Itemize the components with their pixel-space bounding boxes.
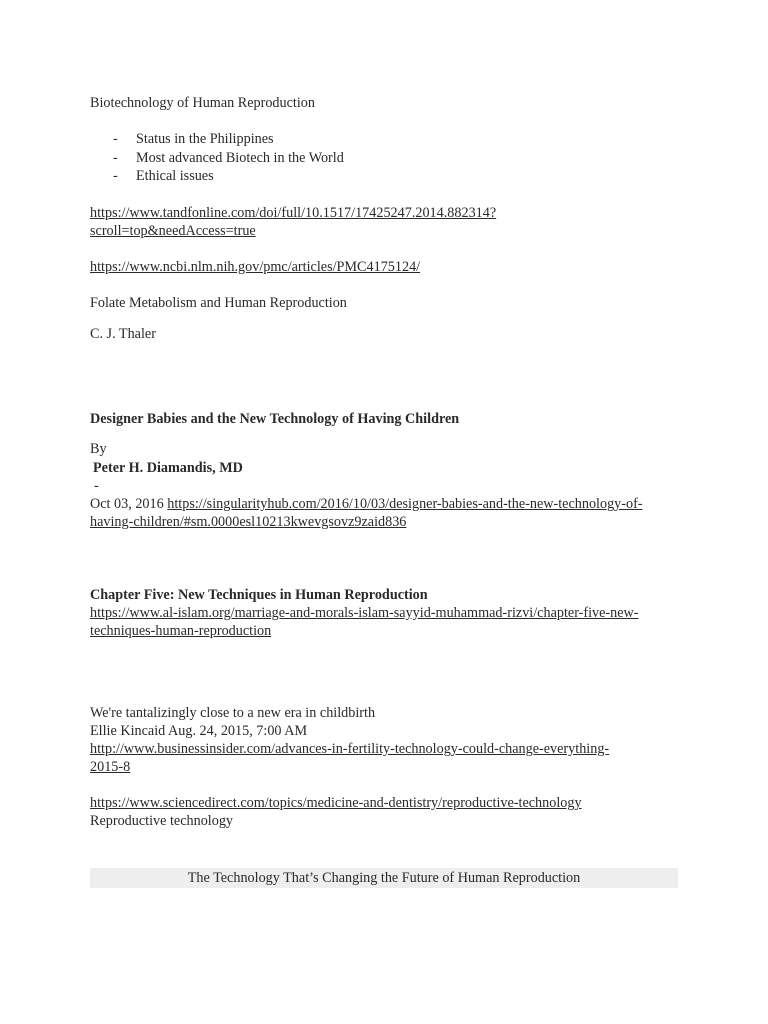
- topic-bullet-list: [110, 130, 344, 186]
- ncbi-link-block: [90, 258, 690, 276]
- document-heading: Biotechnology of Human Reproduction: [90, 95, 315, 111]
- bullet-dash: -: [113, 131, 118, 147]
- bullet-text: Status in the Philippines: [136, 131, 274, 147]
- tandfonline-link[interactable]: https://www.tandfonline.com/doi/full/10.1517/17425247.2014.882314?: [90, 205, 497, 221]
- businessinsider-link[interactable]: http://www.businessinsider.com/advances-in-fertility-technology-could-change-everything-: [90, 741, 610, 757]
- bullet-item: [110, 167, 344, 186]
- singularityhub-link[interactable]: https://singularityhub.com/2016/10/03/designer-babies-and-the-new-technology-of-: [167, 496, 643, 512]
- author-separator: -: [94, 478, 99, 494]
- chapter-five-title: Chapter Five: New Techniques in Human Reproduction: [90, 587, 428, 603]
- bullet-dash: -: [113, 168, 118, 184]
- designer-babies-author: Peter H. Diamandis, MD: [93, 460, 243, 476]
- designer-babies-date: Oct 03, 2016: [90, 496, 164, 512]
- childbirth-title: We're tantalizingly close to a new era in childbirth: [90, 705, 376, 721]
- reproductive-technology-label: Reproductive technology: [90, 813, 234, 829]
- sciencedirect-link[interactable]: https://www.sciencedirect.com/topics/medicine-and-dentistry/reproductive-technology: [90, 795, 582, 811]
- alislam-link-block: [90, 604, 690, 640]
- alislam-link[interactable]: https://www.al-islam.org/marriage-and-morals-islam-sayyid-muhammad-rizvi/chapter-five-new-: [90, 605, 639, 621]
- by-label: By: [90, 441, 107, 457]
- alislam-link-continued[interactable]: techniques-human-reproduction: [90, 623, 272, 639]
- bullet-dash: -: [113, 149, 118, 166]
- bullet-text: Ethical issues: [136, 168, 214, 184]
- folate-title: Folate Metabolism and Human Reproduction: [90, 295, 347, 311]
- designer-babies-title: Designer Babies and the New Technology of Having Children: [90, 411, 460, 427]
- businessinsider-link-block: [90, 740, 690, 776]
- singularityhub-link-continued[interactable]: having-children/#sm.0000esl10213kwevgsovz9zaid836: [90, 514, 407, 530]
- highlighted-article-title: The Technology That’s Changing the Future of Human Reproduction: [90, 868, 678, 888]
- tandfonline-link-continued[interactable]: scroll=top&needAccess=true: [90, 223, 256, 239]
- bullet-item: [110, 130, 344, 149]
- bullet-item: [110, 149, 344, 168]
- ncbi-link[interactable]: https://www.ncbi.nlm.nih.gov/pmc/articles/PMC4175124/: [90, 259, 421, 275]
- childbirth-byline: Ellie Kincaid Aug. 24, 2015, 7:00 AM: [90, 723, 308, 739]
- folate-author: C. J. Thaler: [90, 326, 156, 342]
- tandfonline-link-block: [90, 204, 690, 240]
- bullet-text: Most advanced Biotech in the World: [136, 149, 344, 166]
- singularity-entry: [90, 495, 690, 531]
- sciencedirect-link-block: [90, 794, 690, 812]
- businessinsider-link-continued[interactable]: 2015-8: [90, 759, 131, 775]
